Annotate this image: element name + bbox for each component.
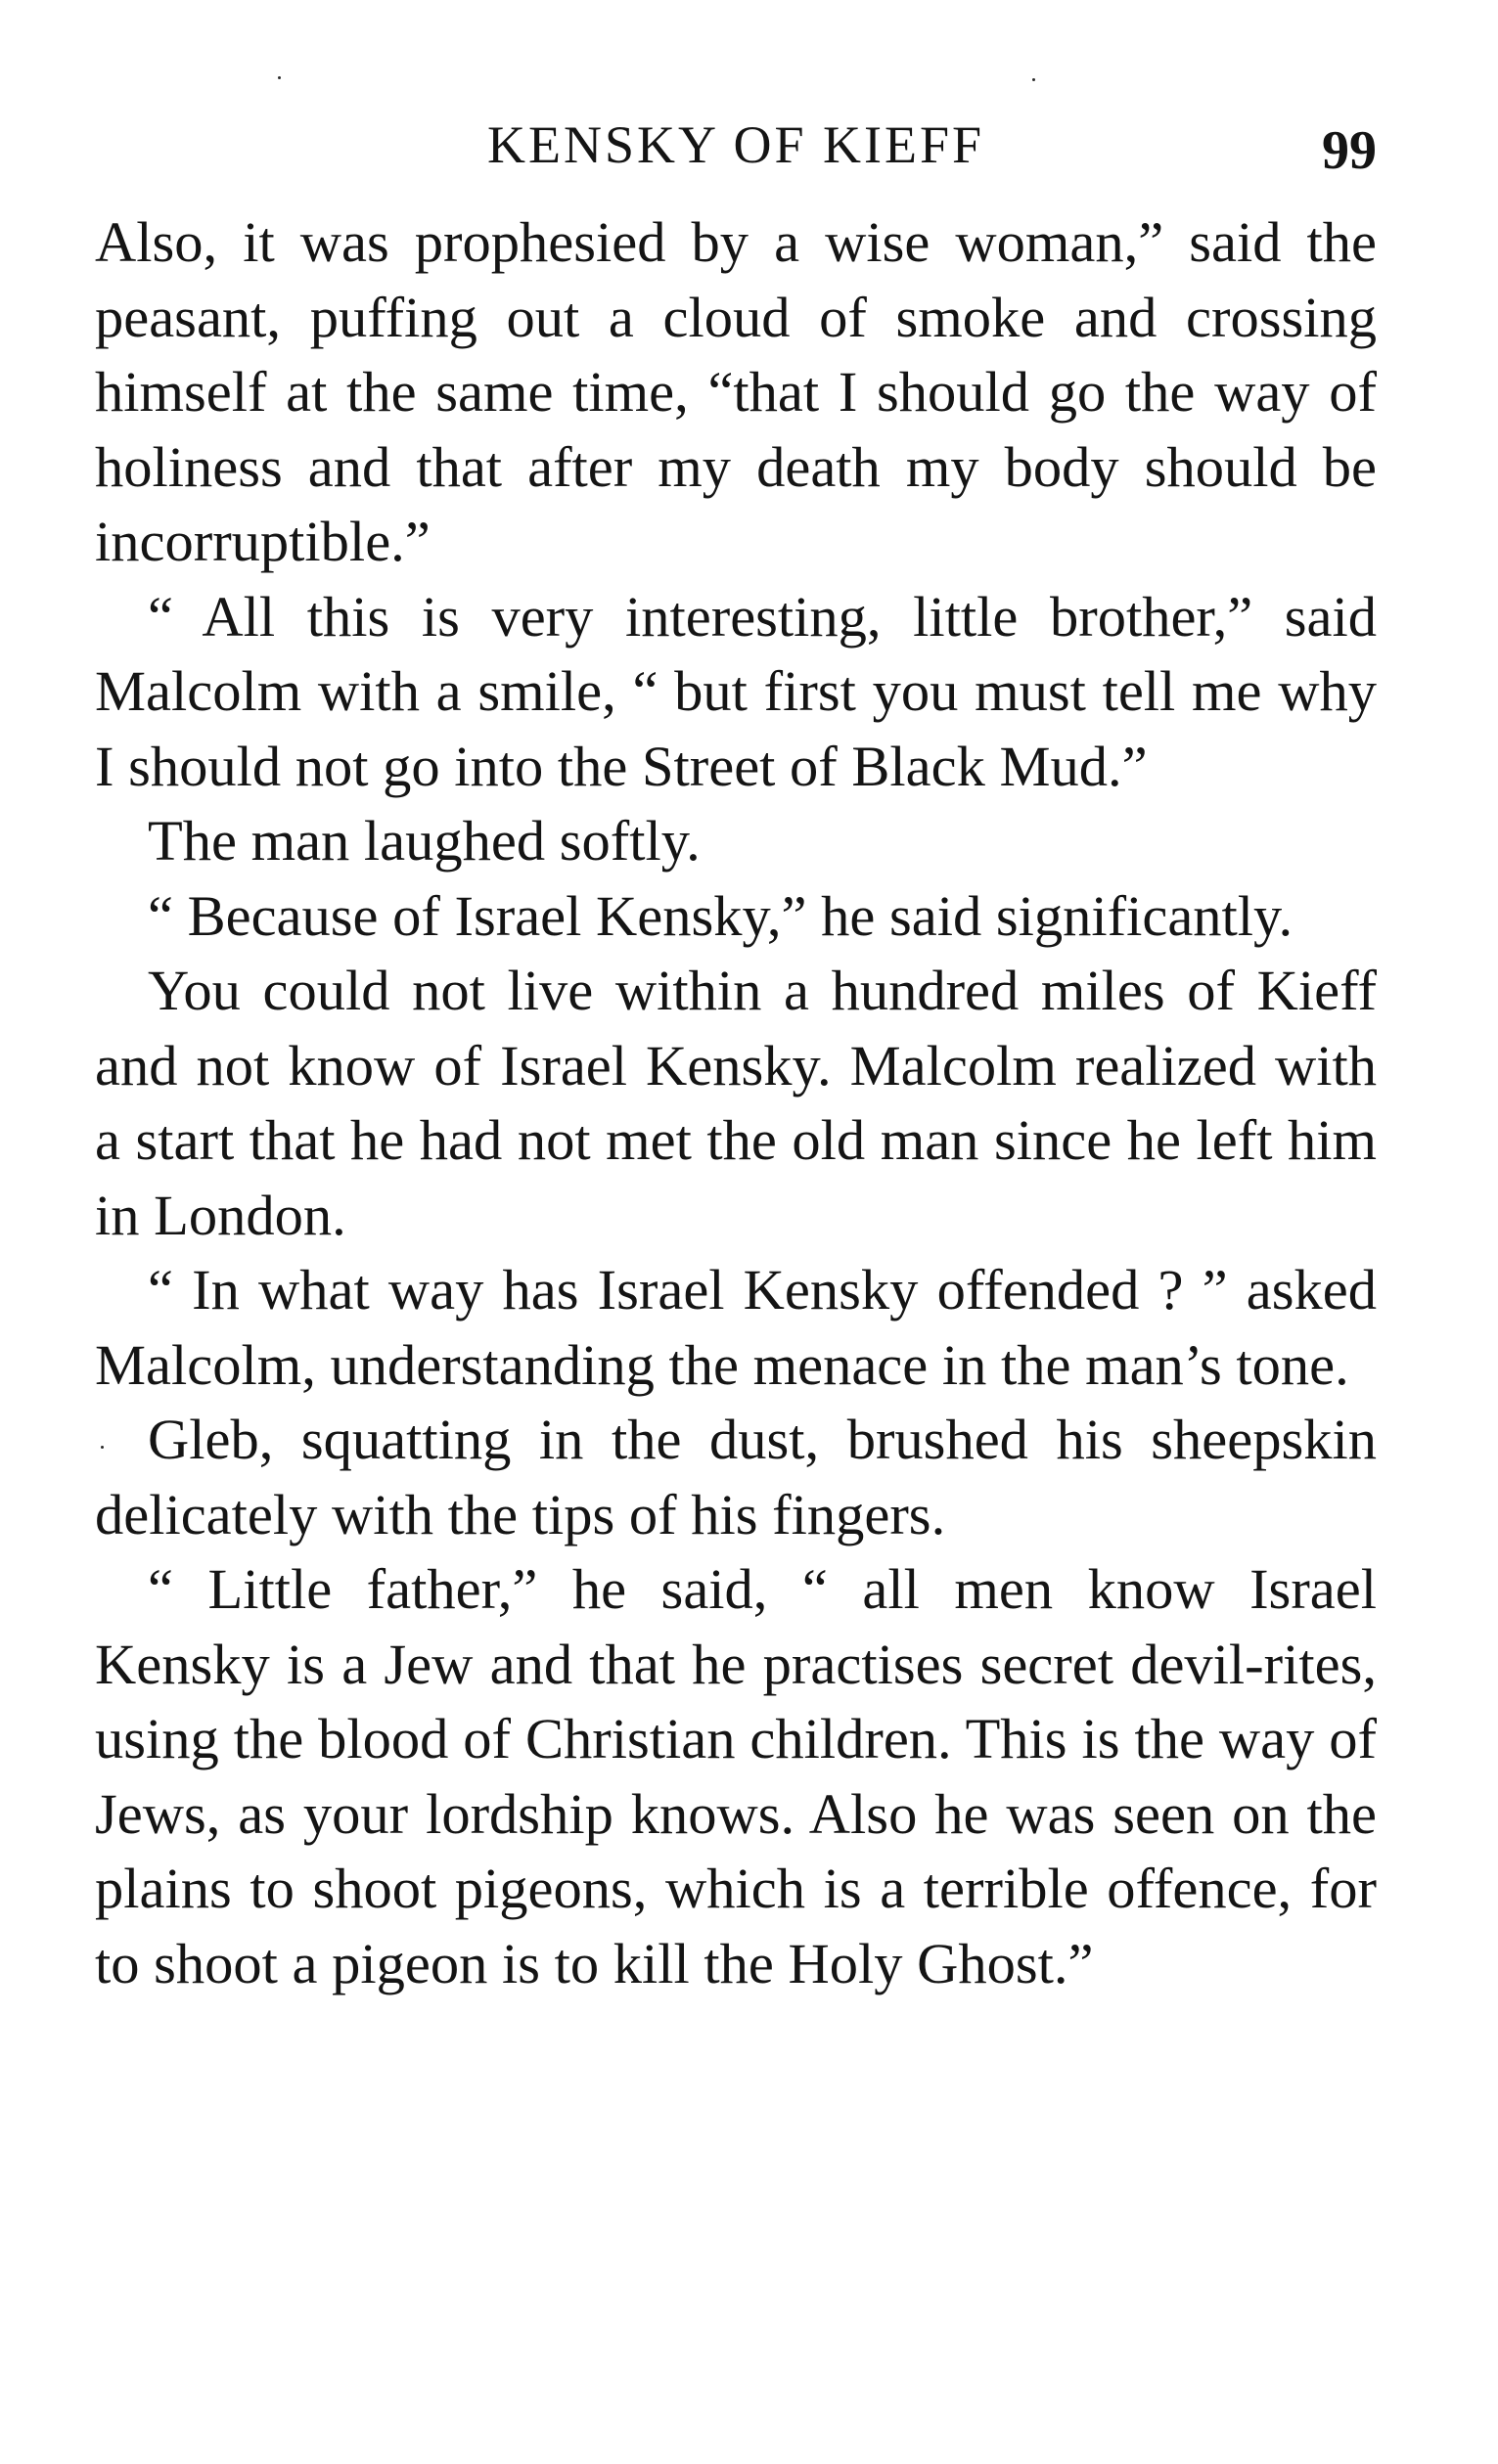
running-title: KENSKY OF KIEFF bbox=[486, 115, 985, 174]
paragraph-because-kensky: “ Because of Israel Kensky,” he said significantly. bbox=[148, 883, 1294, 948]
paragraph-continuation: Also, it was prophesied by a wise woman,” said the peasant, puffing out a cloud of smoke and crossing himself at the same time, “that I should go the way of holiness and that after my death my body should be incorruptible.” bbox=[95, 210, 1377, 573]
paragraph-dialogue-malcolm: “ All this is very interesting, little brother,” said Malcolm with a smile, “ but first you must tell me why I should not go into the Street of Black Mud.” bbox=[95, 584, 1377, 798]
scan-speck bbox=[278, 76, 281, 79]
page-header bbox=[95, 106, 1377, 184]
paragraph-hundred-miles: You could not live within a hundred miles of Kieff and not know of Israel Kensky. Malcolm realized with a start that he had not met the old man since he left him in London. bbox=[95, 959, 1377, 1247]
body-text bbox=[95, 205, 1377, 2001]
paragraph-man-laughed: The man laughed softly. bbox=[148, 809, 701, 873]
scan-speck bbox=[1032, 78, 1035, 81]
paragraph-little-father: “ Little father,” he said, “ all men know Israel Kensky is a Jew and that he practises secret devil-rites, using the blood of Christian children. This is the way of Jews, as your lordship knows. Also he was seen on the plains to shoot pigeons, which is a terrible offence, for to shoot a pigeon is to kill the Holy Ghost.” bbox=[95, 1557, 1377, 1995]
scan-speck bbox=[101, 1446, 104, 1449]
paragraph-gleb-squatting: Gleb, squatting in the dust, brushed his sheepskin delicately with the tips of his fingers. bbox=[95, 1408, 1377, 1546]
paragraph-offended: “ In what way has Israel Kensky offended ? ” asked Malcolm, understanding the menace in the man’s tone. bbox=[95, 1258, 1377, 1397]
page-number: 99 bbox=[1322, 120, 1377, 181]
